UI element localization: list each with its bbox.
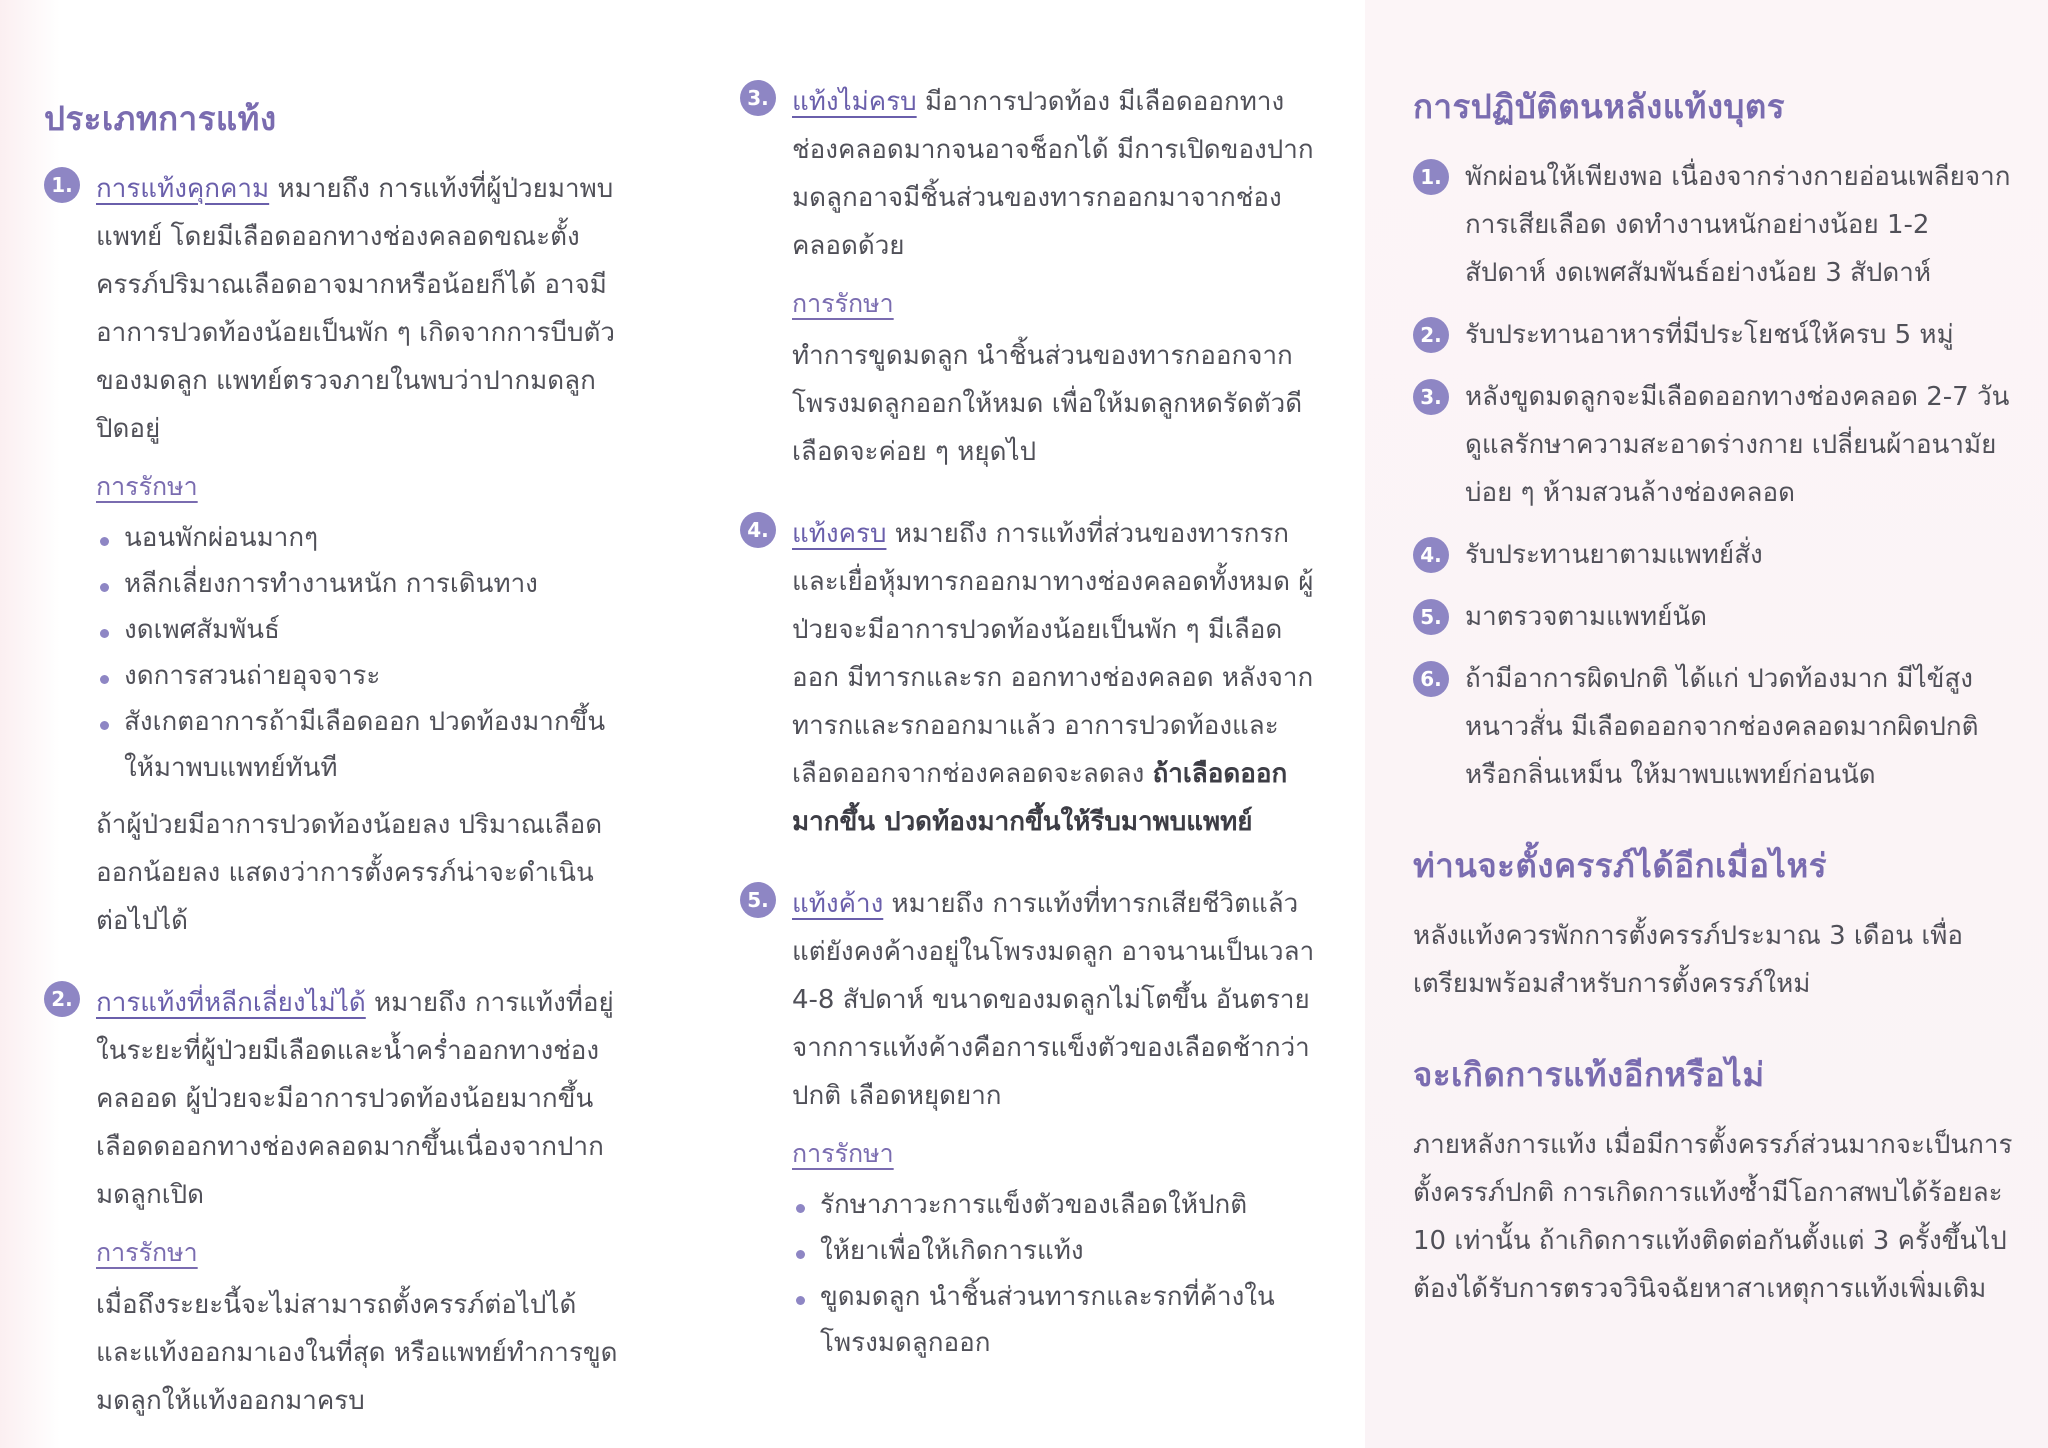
bullet-item: งดการสวนถ่ายอุจจาระ (96, 653, 620, 699)
section-title-aftercare: การปฏิบัติตนหลังแท้งบุตร (1413, 87, 1786, 126)
care-title: การรักษา (96, 1238, 198, 1267)
number-badge: 6. (1413, 661, 1449, 697)
care-bullets (96, 515, 620, 791)
number-badge: 4. (1413, 537, 1449, 573)
number-badge: 2. (1413, 317, 1449, 353)
aftercare-item: 1. พักผ่อนให้เพียงพอ เนื่องจากร่างกายอ่อนเพลียจากการเสียเลือด งดทำงานหนักอย่างน้อย 1-2 สัปดาห์ งดเพศสัมพันธ์อย่างน้อย 3 สัปดาห์ (1413, 153, 2018, 297)
number-badge: 1. (1413, 159, 1449, 195)
item-title: การแท้งที่หลีกเลี่ยงไม่ได้ (96, 988, 366, 1018)
section-title-types: ประเภทการแท้ง (44, 99, 277, 138)
section-title-next-pregnancy: ท่านจะตั้งครรภ์ได้อีกเมื่อไหร่ (1413, 846, 1827, 885)
number-badge: 4. (740, 512, 776, 548)
care-bullets (792, 1182, 1315, 1366)
item-title: แท้งค้าง (792, 889, 884, 919)
aftercare-list (1413, 153, 2018, 799)
bullet-item: ขูดมดลูก นำชิ้นส่วนทารกและรกที่ค้างในโพรงมดลูกออก (792, 1274, 1315, 1366)
item-title: แท้งครบ (792, 519, 887, 549)
number-badge: 3. (1413, 379, 1449, 415)
column-middle (660, 0, 1365, 1448)
item-complete-abortion (740, 510, 1315, 846)
care-title: การรักษา (792, 289, 894, 318)
bullet-item: หลีกเลี่ยงการทำงานหนัก การเดินทาง (96, 561, 620, 607)
item-threatened-abortion (44, 165, 620, 945)
bullet-item: สังเกตอาการถ้ามีเลือดออก ปวดท้องมากขึ้นให้มาพบแพทย์ทันที (96, 699, 620, 791)
number-badge: 5. (1413, 599, 1449, 635)
column-right (1365, 0, 2048, 1448)
item-title: การแท้งคุกคาม (96, 174, 270, 204)
column-left (0, 0, 660, 1448)
care-title: การรักษา (792, 1139, 894, 1168)
number-badge: 1. (44, 167, 80, 203)
care-title: การรักษา (96, 472, 198, 501)
care-text: เมื่อถึงระยะนี้จะไม่สามารถตั้งครรภ์ต่อไปได้ และแท้งออกมาเองในที่สุด หรือแพทย์ทำการขูดมดลูกให้แท้งออกมาครบ (96, 1290, 618, 1416)
item-text: หมายถึง การแท้งที่ทารกเสียชีวิตแล้วแต่ยังคงค้างอยู่ในโพรงมดลูก อาจนานเป็นเวลา 4-8 สัปดาห์ ขนาดของมดลูกไม่โตขึ้น อันตรายจากการแท้งค้างคือการแข็งตัวของเลือดช้ากว่าปกติ เลือดหยุดยาก (792, 889, 1315, 1111)
item-inevitable-abortion (44, 979, 620, 1425)
warning-text: ถ้าเลือดออกมากขึ้น ปวดท้องมากขึ้นให้รีบมาพบแพทย์ (792, 759, 1288, 837)
bullet-item: งดเพศสัมพันธ์ (96, 607, 620, 653)
aftercare-item: 4. รับประทานยาตามแพทย์สั่ง (1413, 531, 2018, 579)
item-text: หมายถึง การแท้งที่อยู่ในระยะที่ผู้ป่วยมีเลือดและน้ำคร่ำออกทางช่องคลออด ผู้ป่วยจะมีอาการปวดท้องน้อยมากขึ้น เลือดดออกทางช่องคลอดมากขึ้นเนื่องจากปากมดลูกเปิด (96, 988, 614, 1210)
number-badge: 5. (740, 882, 776, 918)
bullet-item: ให้ยาเพื่อให้เกิดการแท้ง (792, 1228, 1315, 1274)
number-badge: 2. (44, 981, 80, 1017)
item-incomplete-abortion (740, 78, 1315, 476)
aftercare-item: 6. ถ้ามีอาการผิดปกติ ได้แก่ ปวดท้องมาก มีไข้สูงหนาวสั่น มีเลือดออกจากช่องคลอดมากผิดปกติ หรือกลิ่นเหม็น ให้มาพบแพทย์ก่อนนัด (1413, 655, 2018, 799)
number-badge: 3. (740, 80, 776, 116)
section-title-recurrence: จะเกิดการแท้งอีกหรือไม่ (1413, 1055, 1765, 1094)
bullet-item: รักษาภาวะการแข็งตัวของเลือดให้ปกติ (792, 1182, 1315, 1228)
item-text: หมายถึง การแท้งที่ส่วนของทารกรก และเยื่อหุ้มทารกออกมาทางช่องคลอดทั้งหมด ผู้ป่วยจะมีอาการปวดท้องน้อยเป็นพัก ๆ มีเลือดออก มีทารกและรก ออกทางช่องคลอด หลังจากทารกและรกออกมาแล้ว อาการปวดท้องและเลือดออกจากช่องคลอดจะลดลง (792, 519, 1314, 789)
aftercare-item: 2. รับประทานอาหารที่มีประโยชน์ให้ครบ 5 หมู่ (1413, 311, 2018, 359)
aftercare-item: 5. มาตรวจตามแพทย์นัด (1413, 593, 2018, 641)
care-text: ทำการขูดมดลูก นำชิ้นส่วนของทารกออกจากโพรงมดลูกออกให้หมด เพื่อให้มดลูกหดรัดตัวดีเลือดจะค่อย ๆ หยุดไป (792, 341, 1303, 467)
item-text: มีอาการปวดท้อง มีเลือดออกทางช่องคลอดมากจนอาจช็อกได้ มีการเปิดของปากมดลูกอาจมีชิ้นส่วนของทารกออกมาจากช่องคลอดด้วย (792, 87, 1314, 261)
item-text: หมายถึง การแท้งที่ผู้ป่วยมาพบแพทย์ โดยมีเลือดออกทางช่องคลอดขณะตั้งครรภ์ปริมาณเลือดอาจมากหรือน้อยก็ได้ อาจมีอาการปวดท้องน้อยเป็นพัก ๆ เกิดจากการบีบตัวของมดลูก แพทย์ตรวจภายในพบว่าปากมดลูกปิดอยู่ (96, 174, 616, 444)
after-note: ถ้าผู้ป่วยมีอาการปวดท้องน้อยลง ปริมาณเลือดออกน้อยลง แสดงว่าการตั้งครรภ์น่าจะดำเนินต่อไปได้ (96, 810, 603, 936)
recurrence-text: ภายหลังการแท้ง เมื่อมีการตั้งครรภ์ส่วนมากจะเป็นการตั้งครรภ์ปกติ การเกิดการแท้งซ้ำมีโอกาสพบได้ร้อยละ 10 เท่านั้น ถ้าเกิดการแท้งติดต่อกันตั้งแต่ 3 ครั้งขึ้นไป ต้องได้รับการตรวจวินิจฉัยหาสาเหตุการแท้งเพิ่มเติม (1413, 1130, 2013, 1304)
aftercare-item: 3. หลังขูดมดลูกจะมีเลือดออกทางช่องคลอด 2-7 วัน ดูแลรักษาความสะอาดร่างกาย เปลี่ยนผ้าอนามัยบ่อย ๆ ห้ามสวนล้างช่องคลอด (1413, 373, 2018, 517)
item-title: แท้งไม่ครบ (792, 87, 917, 117)
bullet-item: นอนพักผ่อนมากๆ (96, 515, 620, 561)
item-missed-abortion (740, 880, 1315, 1366)
next-pregnancy-text: หลังแท้งควรพักการตั้งครรภ์ประมาณ 3 เดือน เพื่อเตรียมพร้อมสำหรับการตั้งครรภ์ใหม่ (1413, 921, 1963, 999)
